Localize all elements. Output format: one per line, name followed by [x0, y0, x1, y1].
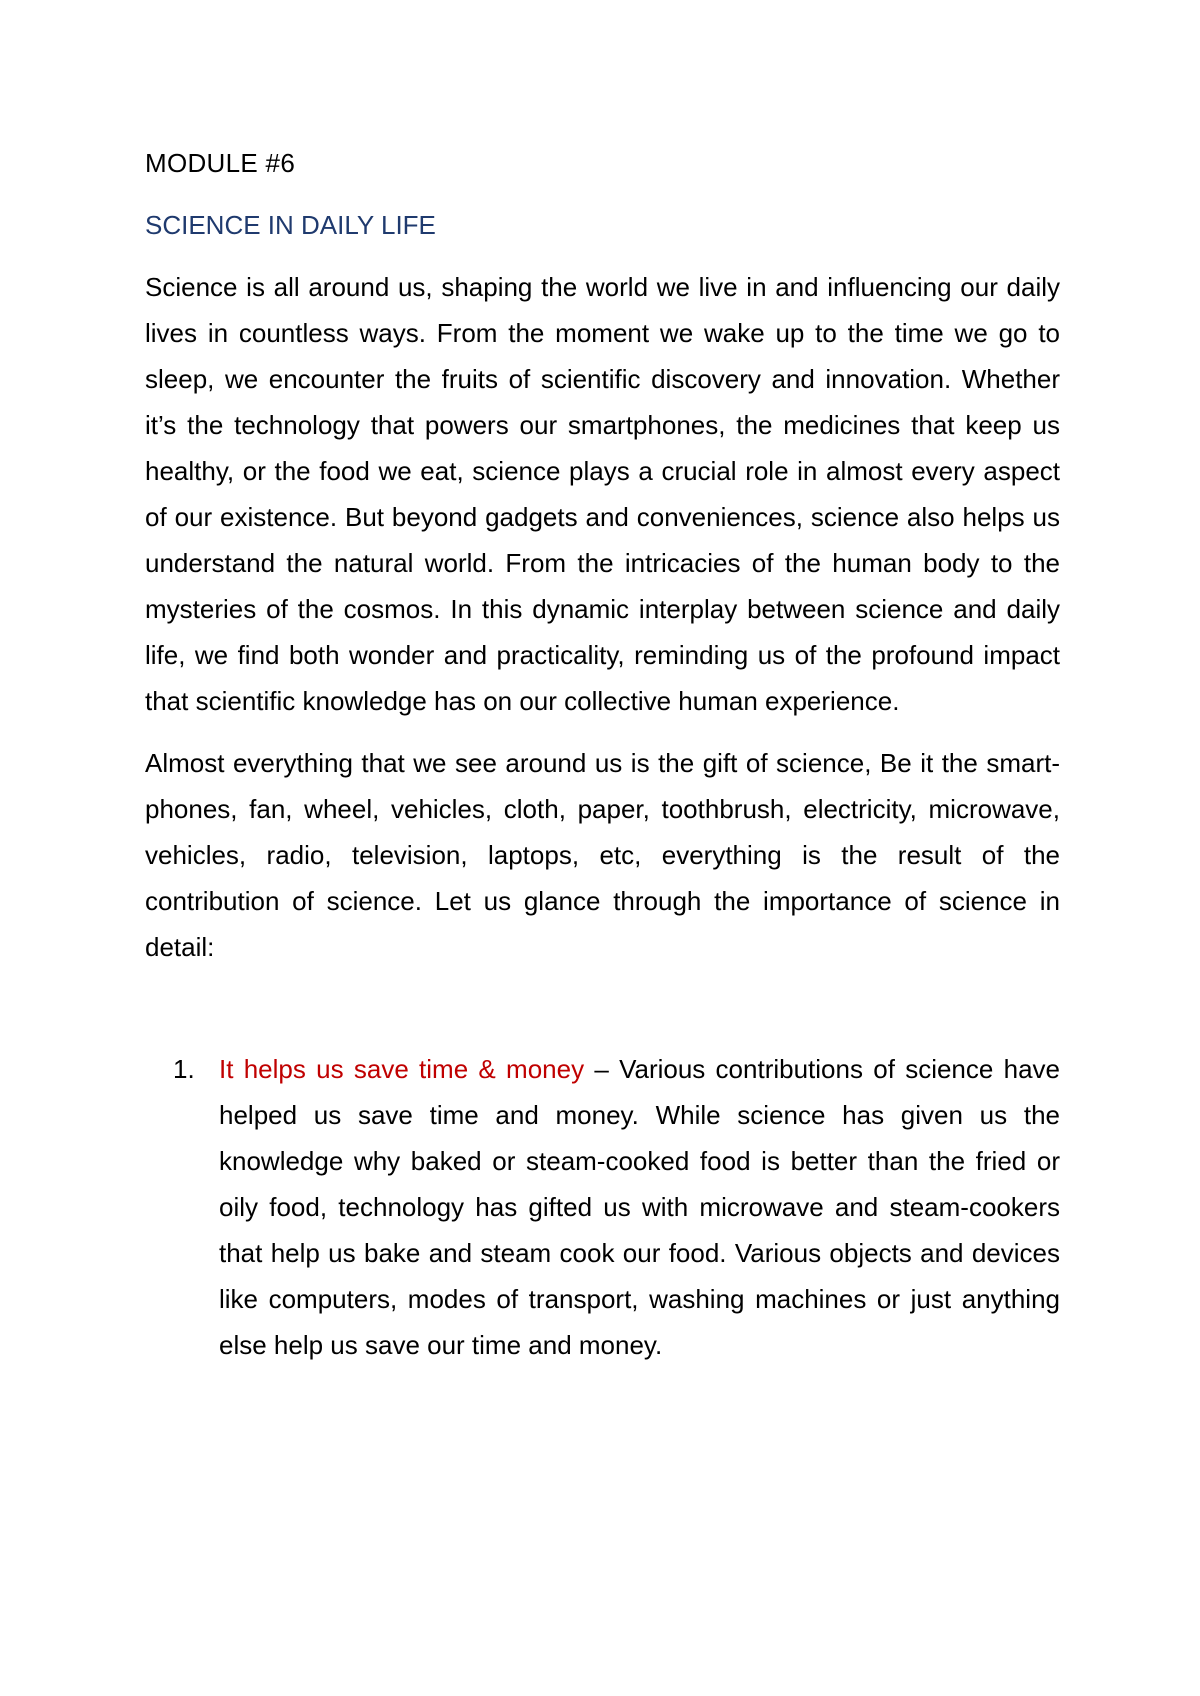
list-item-body: – Various contributions of science have helped us save time and money. While science has given us the knowledge why baked or steam-cooked food is better than the fried or oily food, technology has gifted us with microwave and steam-cookers that help us bake and steam cook our food. Various objects and devices like computers, modes of transport, washing machines or just anything else help us save our time and money. [219, 1054, 1060, 1360]
list-item-heading: It helps us save time & money [219, 1054, 585, 1084]
section-title: SCIENCE IN DAILY LIFE [145, 210, 436, 240]
document-page [145, 140, 1060, 1368]
intro-paragraph: Science is all around us, shaping the world we live in and influencing our daily lives in countless ways. From the moment we wake up to the time we go to sleep, we encounter the fruits of scientific discovery and innovation. Whether it’s the technology that powers our smartphones, the medicines that keep us healthy, or the food we eat, science plays a crucial role in almost every aspect of our existence. But beyond gadgets and conveniences, science also helps us understand the natural world. From the intricacies of the human body to the mysteries of the cosmos. In this dynamic interplay between science and daily life, we find both wonder and practicality, reminding us of the profound impact that scientific knowledge has on our collective human experience. [145, 272, 1060, 716]
list-item-number: 1. [173, 1054, 195, 1084]
spacer [145, 986, 1060, 1046]
module-label: MODULE #6 [145, 148, 296, 178]
importance-list [145, 1046, 1060, 1368]
list-item [145, 1046, 1060, 1368]
gift-of-science-paragraph: Almost everything that we see around us is the gift of science, Be it the smart-phones, fan, wheel, vehicles, cloth, paper, toothbrush, electricity, microwave, vehicles, radio, television, laptops, etc, everything is the result of the contribution of science. Let us glance through the importance of science in detail: [145, 748, 1060, 962]
